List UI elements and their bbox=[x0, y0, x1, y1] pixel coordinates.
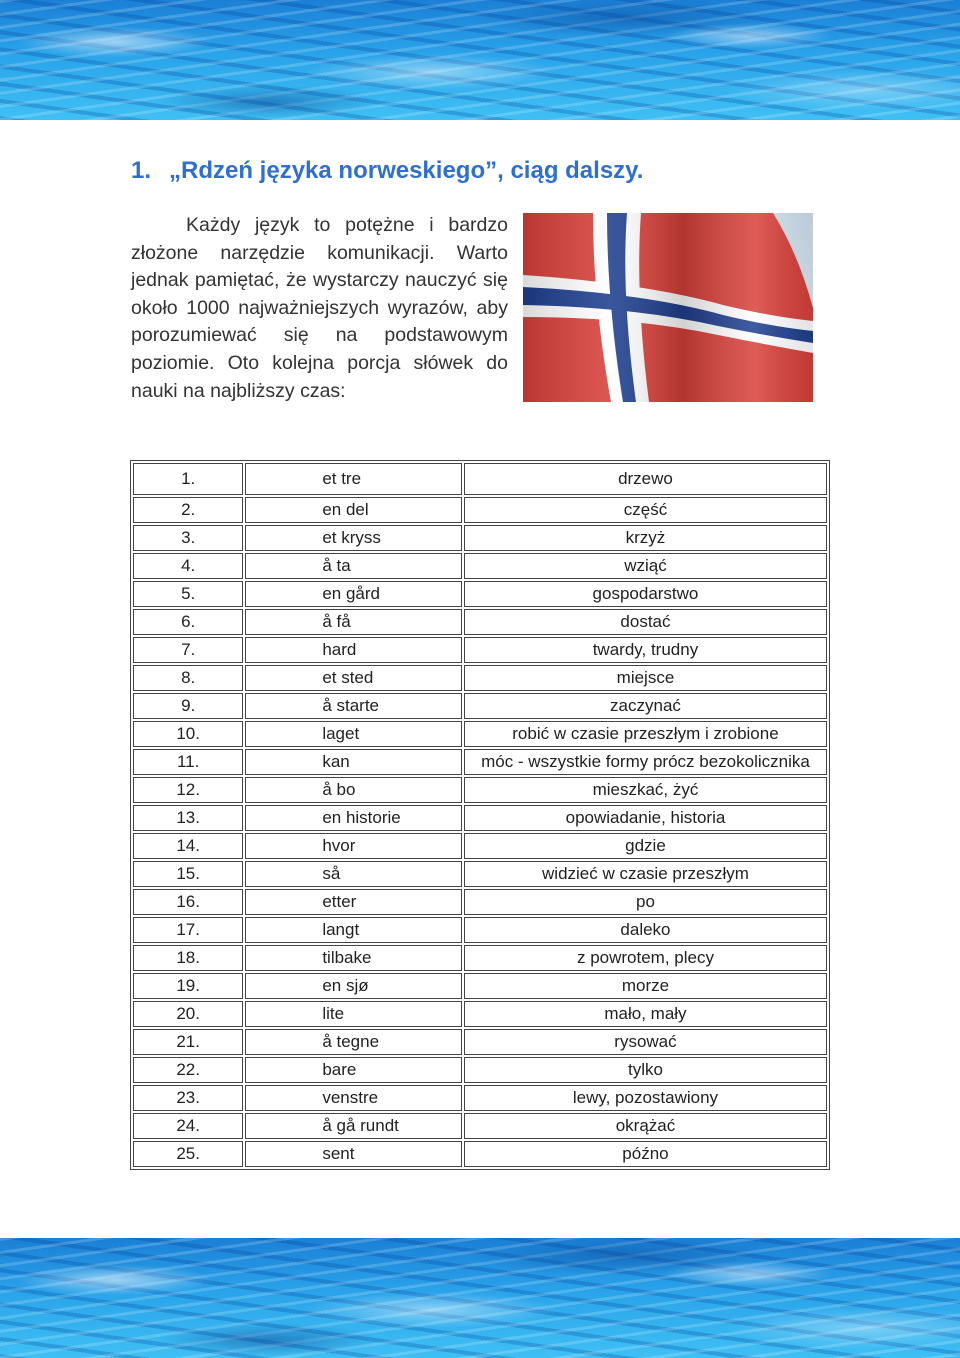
table-row bbox=[133, 721, 827, 747]
norwegian-word: så bbox=[245, 861, 462, 887]
norwegian-word: hard bbox=[245, 637, 462, 663]
table-row bbox=[133, 1001, 827, 1027]
section-title: „Rdzeń języka norweskiego”, ciąg dalszy. bbox=[169, 157, 644, 184]
table-row bbox=[133, 777, 827, 803]
norwegian-word: sent bbox=[245, 1141, 462, 1167]
row-number: 1. bbox=[133, 463, 243, 495]
norwegian-word: å gå rundt bbox=[245, 1113, 462, 1139]
polish-translation: późno bbox=[464, 1141, 827, 1167]
norwegian-word: en gård bbox=[245, 581, 462, 607]
row-number: 16. bbox=[133, 889, 243, 915]
table-row bbox=[133, 973, 827, 999]
row-number: 22. bbox=[133, 1057, 243, 1083]
polish-translation: po bbox=[464, 889, 827, 915]
polish-translation: gospodarstwo bbox=[464, 581, 827, 607]
norwegian-word: å tegne bbox=[245, 1029, 462, 1055]
polish-translation: część bbox=[464, 497, 827, 523]
row-number: 6. bbox=[133, 609, 243, 635]
row-number: 13. bbox=[133, 805, 243, 831]
norwegian-word: et kryss bbox=[245, 525, 462, 551]
row-number: 23. bbox=[133, 1085, 243, 1111]
norwegian-word: å bo bbox=[245, 777, 462, 803]
row-number: 19. bbox=[133, 973, 243, 999]
polish-translation: gdzie bbox=[464, 833, 827, 859]
section-number: 1. bbox=[131, 157, 152, 184]
vocabulary-table bbox=[130, 460, 830, 1170]
table-row bbox=[133, 693, 827, 719]
polish-translation: okrążać bbox=[464, 1113, 827, 1139]
table-row bbox=[133, 553, 827, 579]
table-row bbox=[133, 1029, 827, 1055]
norwegian-word: laget bbox=[245, 721, 462, 747]
row-number: 20. bbox=[133, 1001, 243, 1027]
intro-paragraph: Każdy język to potężne i bardzo złożone narzędzie komunikacji. Warto jednak pamiętać, że wystarczy nauczyć się około 1000 najważniejszych wyrazów, aby porozumiewać się na podstawowym poziomie. Oto kolejna porcja słówek do nauki na najbliższy czas: bbox=[131, 214, 508, 402]
table-row bbox=[133, 1085, 827, 1111]
norwegian-word: en del bbox=[245, 497, 462, 523]
norwegian-word: en historie bbox=[245, 805, 462, 831]
table-row bbox=[133, 665, 827, 691]
polish-translation: z powrotem, plecy bbox=[464, 945, 827, 971]
norwegian-word: kan bbox=[245, 749, 462, 775]
row-number: 21. bbox=[133, 1029, 243, 1055]
row-number: 10. bbox=[133, 721, 243, 747]
polish-translation: mieszkać, żyć bbox=[464, 777, 827, 803]
row-number: 2. bbox=[133, 497, 243, 523]
table-row bbox=[133, 749, 827, 775]
table-row bbox=[133, 581, 827, 607]
polish-translation: opowiadanie, historia bbox=[464, 805, 827, 831]
polish-translation: daleko bbox=[464, 917, 827, 943]
table-row bbox=[133, 917, 827, 943]
table-row bbox=[133, 1057, 827, 1083]
table-row bbox=[133, 609, 827, 635]
polish-translation: drzewo bbox=[464, 463, 827, 495]
row-number: 9. bbox=[133, 693, 243, 719]
table-row bbox=[133, 805, 827, 831]
norwegian-word: venstre bbox=[245, 1085, 462, 1111]
polish-translation: zaczynać bbox=[464, 693, 827, 719]
norwegian-word: å få bbox=[245, 609, 462, 635]
row-number: 7. bbox=[133, 637, 243, 663]
polish-translation: wziąć bbox=[464, 553, 827, 579]
table-row bbox=[133, 637, 827, 663]
norwegian-word: tilbake bbox=[245, 945, 462, 971]
water-banner-top bbox=[0, 0, 960, 120]
table-row bbox=[133, 497, 827, 523]
polish-translation: rysować bbox=[464, 1029, 827, 1055]
norwegian-word: langt bbox=[245, 917, 462, 943]
norwegian-word: å starte bbox=[245, 693, 462, 719]
table-row bbox=[133, 1113, 827, 1139]
table-row bbox=[133, 833, 827, 859]
norwegian-word: en sjø bbox=[245, 973, 462, 999]
row-number: 11. bbox=[133, 749, 243, 775]
water-banner-bottom bbox=[0, 1238, 960, 1358]
norwegian-word: et tre bbox=[245, 463, 462, 495]
norway-flag-image bbox=[523, 213, 813, 402]
norwegian-word: etter bbox=[245, 889, 462, 915]
polish-translation: miejsce bbox=[464, 665, 827, 691]
table-row bbox=[133, 945, 827, 971]
row-number: 17. bbox=[133, 917, 243, 943]
norwegian-word: å ta bbox=[245, 553, 462, 579]
norwegian-word: lite bbox=[245, 1001, 462, 1027]
table-row bbox=[133, 463, 827, 495]
table-row bbox=[133, 889, 827, 915]
polish-translation: morze bbox=[464, 973, 827, 999]
norwegian-word: et sted bbox=[245, 665, 462, 691]
polish-translation: móc - wszystkie formy prócz bezokolicznika bbox=[464, 749, 827, 775]
row-number: 15. bbox=[133, 861, 243, 887]
polish-translation: mało, mały bbox=[464, 1001, 827, 1027]
table-row bbox=[133, 1141, 827, 1167]
polish-translation: widzieć w czasie przeszłym bbox=[464, 861, 827, 887]
row-number: 24. bbox=[133, 1113, 243, 1139]
row-number: 5. bbox=[133, 581, 243, 607]
polish-translation: tylko bbox=[464, 1057, 827, 1083]
polish-translation: robić w czasie przeszłym i zrobione bbox=[464, 721, 827, 747]
polish-translation: twardy, trudny bbox=[464, 637, 827, 663]
row-number: 3. bbox=[133, 525, 243, 551]
section-heading bbox=[131, 157, 643, 185]
row-number: 4. bbox=[133, 553, 243, 579]
row-number: 8. bbox=[133, 665, 243, 691]
norwegian-word: hvor bbox=[245, 833, 462, 859]
table-row bbox=[133, 525, 827, 551]
polish-translation: dostać bbox=[464, 609, 827, 635]
row-number: 25. bbox=[133, 1141, 243, 1167]
row-number: 12. bbox=[133, 777, 243, 803]
polish-translation: lewy, pozostawiony bbox=[464, 1085, 827, 1111]
polish-translation: krzyż bbox=[464, 525, 827, 551]
norwegian-word: bare bbox=[245, 1057, 462, 1083]
row-number: 14. bbox=[133, 833, 243, 859]
table-row bbox=[133, 861, 827, 887]
row-number: 18. bbox=[133, 945, 243, 971]
